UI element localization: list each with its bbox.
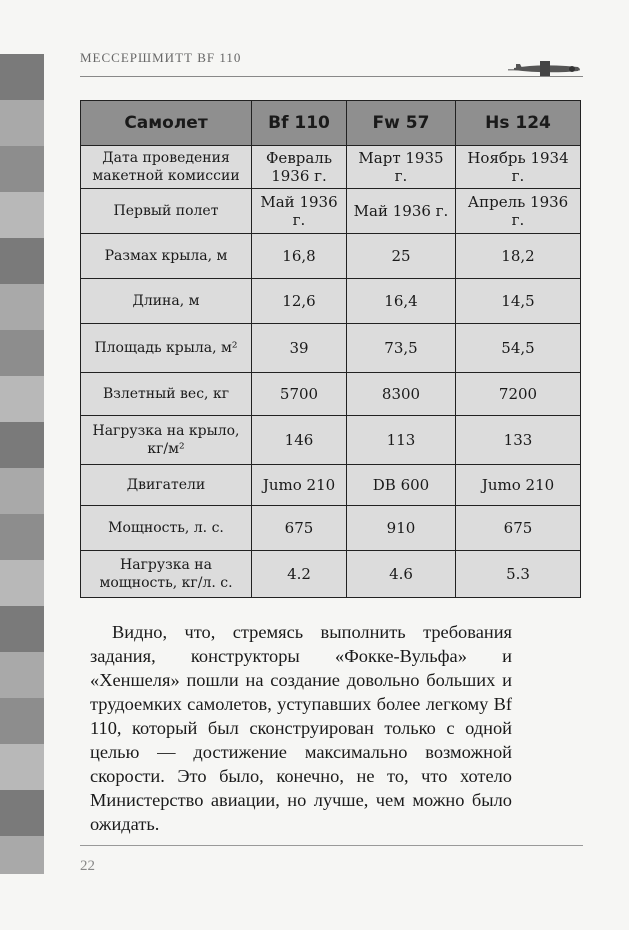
table-cell: Ноябрь 1934 г. — [456, 146, 581, 189]
table-cell: 910 — [347, 506, 456, 551]
table-row — [81, 324, 581, 373]
table-cell: 16,8 — [252, 234, 347, 279]
table-cell: 4.6 — [347, 551, 456, 598]
header-rule — [80, 76, 583, 77]
table-cell: 675 — [252, 506, 347, 551]
table-cell: 16,4 — [347, 279, 456, 324]
table-cell: 12,6 — [252, 279, 347, 324]
table-row — [81, 465, 581, 506]
footer-rule — [80, 845, 583, 846]
body-paragraph: Видно, что, стремясь выполнить требования задания, конструкторы «Фокке-Вульфа» и «Хеншеля» пошли на создание довольно больших и трудоемких самолетов, уступавших более легкому Bf 110, который был сконструирован только с одной целью — достижение максимально возможной скорости. Это было, конечно, не то, что хотело Министерство авиации, но лучше, чем можно было ожидать. — [90, 622, 512, 834]
table-cell: 8300 — [347, 373, 456, 416]
row-label: Нагрузка на крыло, кг/м² — [81, 416, 252, 465]
column-header: Самолет — [81, 101, 252, 146]
table-cell: Май 1936 г. — [252, 189, 347, 234]
table-cell: Jumo 210 — [252, 465, 347, 506]
table-cell: 54,5 — [456, 324, 581, 373]
table-row — [81, 279, 581, 324]
table-cell: 25 — [347, 234, 456, 279]
table-cell: DB 600 — [347, 465, 456, 506]
aircraft-comparison-table — [80, 100, 581, 598]
table-row — [81, 373, 581, 416]
table-cell: 4.2 — [252, 551, 347, 598]
table-row — [81, 146, 581, 189]
table-cell: 18,2 — [456, 234, 581, 279]
table-cell: 146 — [252, 416, 347, 465]
table-cell: 113 — [347, 416, 456, 465]
table-cell: 73,5 — [347, 324, 456, 373]
row-label: Нагрузка на мощность, кг/л. с. — [81, 551, 252, 598]
table-cell: 5700 — [252, 373, 347, 416]
table-header-row — [81, 101, 581, 146]
table-row — [81, 416, 581, 465]
table-cell: 39 — [252, 324, 347, 373]
column-header: Fw 57 — [347, 101, 456, 146]
row-label: Двигатели — [81, 465, 252, 506]
table-cell: Март 1935 г. — [347, 146, 456, 189]
table-row — [81, 506, 581, 551]
table-row — [81, 189, 581, 234]
row-label: Длина, м — [81, 279, 252, 324]
table-row — [81, 551, 581, 598]
column-header: Bf 110 — [252, 101, 347, 146]
table-cell: Jumo 210 — [456, 465, 581, 506]
row-label: Площадь крыла, м² — [81, 324, 252, 373]
table-cell: 7200 — [456, 373, 581, 416]
row-label: Первый полет — [81, 189, 252, 234]
running-head-title: МЕССЕРШМИТТ BF 110 — [80, 50, 242, 65]
table-cell: Апрель 1936 г. — [456, 189, 581, 234]
table-cell: 675 — [456, 506, 581, 551]
table-row — [81, 234, 581, 279]
row-label: Взлетный вес, кг — [81, 373, 252, 416]
row-label: Размах крыла, м — [81, 234, 252, 279]
page-number: 22 — [80, 858, 95, 874]
table-cell: Май 1936 г. — [347, 189, 456, 234]
row-label: Дата проведения макетной комиссии — [81, 146, 252, 189]
table-cell: 133 — [456, 416, 581, 465]
table-cell: 14,5 — [456, 279, 581, 324]
page-edge-thumb-index — [0, 54, 44, 874]
table-cell: 5.3 — [456, 551, 581, 598]
column-header: Hs 124 — [456, 101, 581, 146]
table-cell: Февраль 1936 г. — [252, 146, 347, 189]
row-label: Мощность, л. с. — [81, 506, 252, 551]
